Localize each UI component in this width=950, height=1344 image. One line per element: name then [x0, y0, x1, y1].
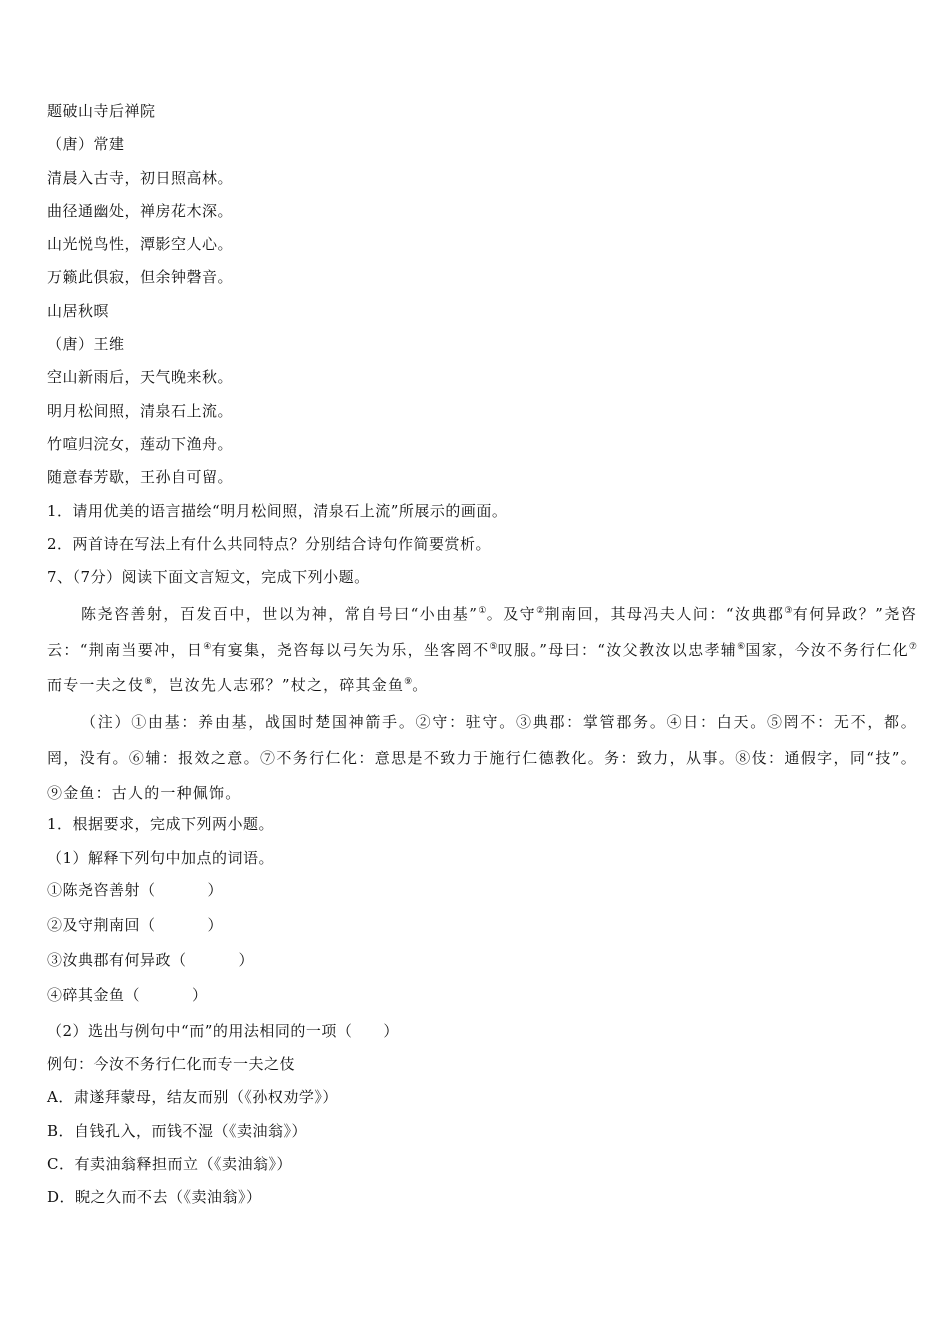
note-marker: ①: [478, 606, 487, 617]
poem-question-1: 1．请用优美的语言描绘“明月松间照，清泉石上流”所展示的画面。: [47, 501, 508, 520]
answer-item: [47, 913, 917, 948]
poem-question-2: 2．两首诗在写法上有什么共同特点？分别结合诗句作简要赏析。: [47, 534, 492, 553]
answer-item: [47, 983, 917, 1018]
poem1-line: 曲径通幽处，禅房花木深。: [47, 201, 234, 220]
answer-item-close: ）: [192, 985, 208, 1004]
answer-item-close: ）: [207, 880, 224, 899]
note-marker: ③: [784, 606, 793, 617]
note-marker: ②: [536, 606, 545, 617]
answer-item-text: ④碎其金鱼（: [47, 985, 141, 1004]
passage-text: 。: [412, 676, 429, 695]
passage-text: 有宴集，尧咨每以弓矢为乐，坐客罔不: [211, 640, 490, 659]
poem2-author: （唐）王维: [47, 335, 125, 354]
poem1-line: 清晨入古寺，初日照高林。: [47, 168, 234, 187]
passage-text: 。及守: [486, 605, 537, 624]
poem2-line: 竹喧归浣女，莲动下渔舟。: [47, 434, 234, 453]
answer-item-text: ③汝典郡有何异政（: [47, 950, 187, 969]
answer-item-close: ）: [238, 950, 255, 969]
answer-item-text: ②及守荆南回（: [47, 915, 156, 934]
note-marker: ④: [203, 641, 212, 652]
note-marker: ⑧: [144, 677, 153, 688]
poem2-title: 山居秋暝: [47, 301, 110, 320]
part1-heading: （1）解释下列句中加点的词语。: [47, 848, 275, 867]
poem1-line: 万籁此俱寂，但余钟磬音。: [47, 268, 234, 287]
poem1-author: （唐）常建: [47, 135, 125, 154]
answer-item: [47, 878, 917, 913]
passage-text: 有何异政？”尧咨云：“荆南当要冲，日: [47, 605, 918, 659]
sub-question-heading: 1．根据要求，完成下列两小题。: [47, 815, 275, 834]
example-sentence: 例句：今汝不务行仁化而专一夫之伎: [47, 1055, 296, 1074]
poem1-title: 题破山寺后禅院: [47, 102, 156, 120]
poem2-line: 明月松间照，清泉石上流。: [47, 401, 234, 420]
passage-text: 而专一夫之伎: [47, 676, 145, 695]
answer-item: [47, 948, 917, 983]
classical-passage: [47, 597, 917, 703]
poem1-line: 山光悦鸟性，潭影空人心。: [47, 235, 234, 254]
option-d: D．睨之久而不去（《卖油翁》）: [47, 1188, 262, 1207]
document-page: [47, 98, 917, 1218]
answer-item-text: ①陈尧咨善射（: [47, 880, 156, 899]
poem2-line: 随意春芳歇，王孙自可留。: [47, 468, 234, 487]
passage-text: 国家，今汝不务行仁化: [745, 640, 909, 659]
option-a: A．肃遂拜蒙母，结友而别（《孙权劝学》）: [47, 1088, 338, 1107]
passage-text: ，岂汝先人志邪？”杖之，碎其金鱼: [152, 676, 405, 695]
note-marker: ⑥: [737, 641, 746, 652]
note-marker: ⑦: [908, 641, 917, 652]
part2-heading: （2）选出与例句中“而”的用法相同的一项（ ）: [47, 1021, 399, 1040]
option-b: B．自钱孔入，而钱不湿（《卖油翁》）: [47, 1121, 308, 1140]
passage-text: 荆南回，其母冯夫人问：“汝典郡: [544, 605, 785, 624]
passage-notes: （注）①由基：养由基，战国时楚国神箭手。②守：驻守。③典郡：掌管郡务。④日：白天。⑤罔不：无不，都。罔，没有。⑥辅：报效之意。⑦不务行仁化：意思是不致力于施行仁德教化。务：致力，从事。⑧伎：通假字，同“技”。⑨金鱼：古人的一种佩饰。: [47, 713, 917, 802]
answer-item-close: ）: [207, 915, 224, 934]
q7-heading: 7、（7分）阅读下面文言短文，完成下列小题。: [47, 568, 370, 587]
note-marker: ⑨: [404, 677, 413, 688]
passage-text: 叹服。”母曰：“汝父教汝以忠孝辅: [497, 640, 738, 659]
passage-text: 陈尧咨善射，百发百中，世以为神，常自号曰“小由基”: [81, 605, 479, 624]
note-marker: ⑤: [489, 641, 498, 652]
poem2-line: 空山新雨后，天气晚来秋。: [47, 368, 234, 387]
option-c: C．有卖油翁释担而立（《卖油翁》）: [47, 1155, 292, 1174]
